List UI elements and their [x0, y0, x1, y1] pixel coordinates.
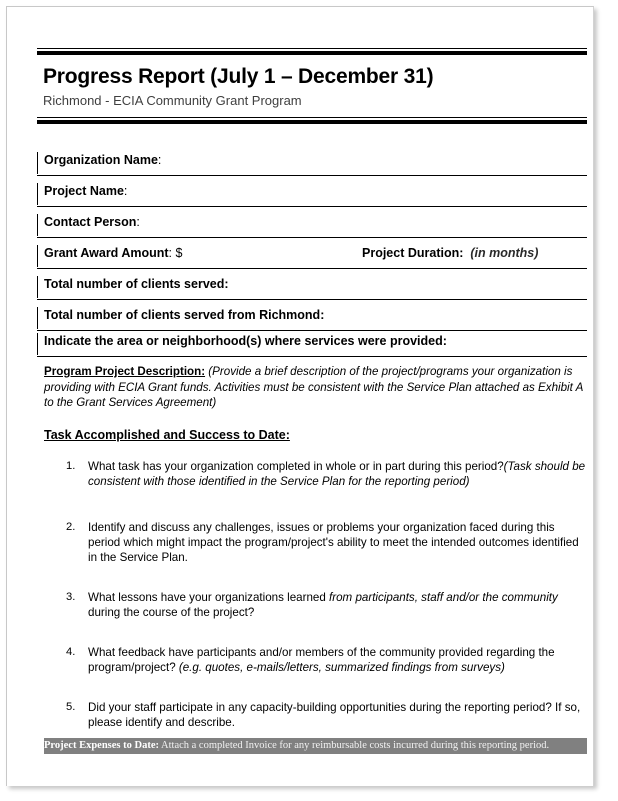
document-page	[6, 6, 594, 786]
field-tick	[37, 183, 38, 205]
list-item-number: 5.	[66, 701, 76, 713]
list-item-text: Did your staff participate in any capacity-building opportunities during the reporting period? If so, please identify and describe.	[88, 701, 581, 730]
list-item-number: 3.	[66, 591, 76, 603]
description-heading: Program Project Description:	[44, 365, 206, 378]
list-item-number: 4.	[66, 646, 76, 658]
page-title: Progress Report (July 1 – December 31)	[43, 65, 434, 88]
field-row-contact-person[interactable]	[37, 210, 587, 238]
header-rule-bottom	[37, 117, 587, 124]
expenses-text: Attach a completed Invoice for any reimbursable costs incurred during this reporting period.	[158, 740, 550, 751]
field-row-grant-award-amount[interactable]	[37, 241, 587, 269]
header-rule-thick-bottom	[37, 120, 587, 124]
list-item-number: 2.	[66, 521, 76, 533]
field-row-total-clients-richmond[interactable]	[37, 303, 587, 331]
field-tick	[37, 152, 38, 174]
field-label-total-clients-richmond: Total number of clients served from Richmond:	[44, 308, 325, 322]
field-row-organization-name[interactable]	[37, 148, 587, 176]
header-rule-top	[37, 48, 587, 55]
description-body: (Provide a brief description of the project/programs your organization is providing with ECIA Grant funds. Activities must be consistent with the Service Plan attached as Exhibit A to the Grant Services Agreement)	[44, 365, 583, 409]
field-row-service-area[interactable]	[37, 329, 587, 357]
field-row-project-name[interactable]	[37, 179, 587, 207]
list-item	[44, 459, 589, 489]
field-label-project-duration: Project Duration: (in months)	[362, 246, 539, 260]
field-label-total-clients-served: Total number of clients served:	[44, 277, 229, 291]
page-content	[37, 7, 589, 787]
project-expenses-bar	[44, 738, 587, 754]
list-item-text: What lessons have your organizations learned from participants, staff and/or the community during the course of the project?	[88, 591, 558, 620]
list-item-text: Identify and discuss any challenges, issues or problems your organization faced during this period which might impact the program/project's ability to meet the intended outcomes identified in the Service Plan.	[88, 521, 579, 565]
program-project-description	[44, 364, 584, 411]
task-section-heading: Task Accomplished and Success to Date:	[44, 428, 290, 442]
field-tick	[37, 333, 38, 355]
field-label-organization-name: Organization Name:	[44, 153, 162, 167]
field-label-project-name: Project Name:	[44, 184, 128, 198]
list-item	[44, 590, 589, 620]
list-item-number: 1.	[66, 460, 76, 472]
field-tick	[37, 214, 38, 236]
list-item-text: What feedback have participants and/or members of the community provided regarding the program/project? (e.g. quotes, e-mails/letters, summarized findings from surveys)	[88, 646, 555, 675]
list-item	[44, 520, 589, 566]
title-block	[43, 64, 583, 110]
list-item	[44, 700, 589, 730]
list-item	[44, 645, 589, 675]
field-label-grant-award-amount: Grant Award Amount: $	[44, 246, 183, 260]
field-row-total-clients-served[interactable]	[37, 272, 587, 300]
field-tick	[37, 307, 38, 329]
list-item-text: What task has your organization completed in whole or in part during this period?(Task should be consistent with those identified in the Service Plan for the reporting period)	[88, 460, 586, 489]
field-label-contact-person: Contact Person:	[44, 215, 140, 229]
field-tick	[37, 245, 38, 267]
field-label-service-area: Indicate the area or neighborhood(s) where services were provided:	[44, 334, 447, 348]
expenses-label: Project Expenses to Date:	[44, 740, 159, 751]
header-rule-thick-top	[37, 51, 587, 55]
page-subtitle: Richmond - ECIA Community Grant Program	[43, 93, 302, 108]
field-tick	[37, 276, 38, 298]
